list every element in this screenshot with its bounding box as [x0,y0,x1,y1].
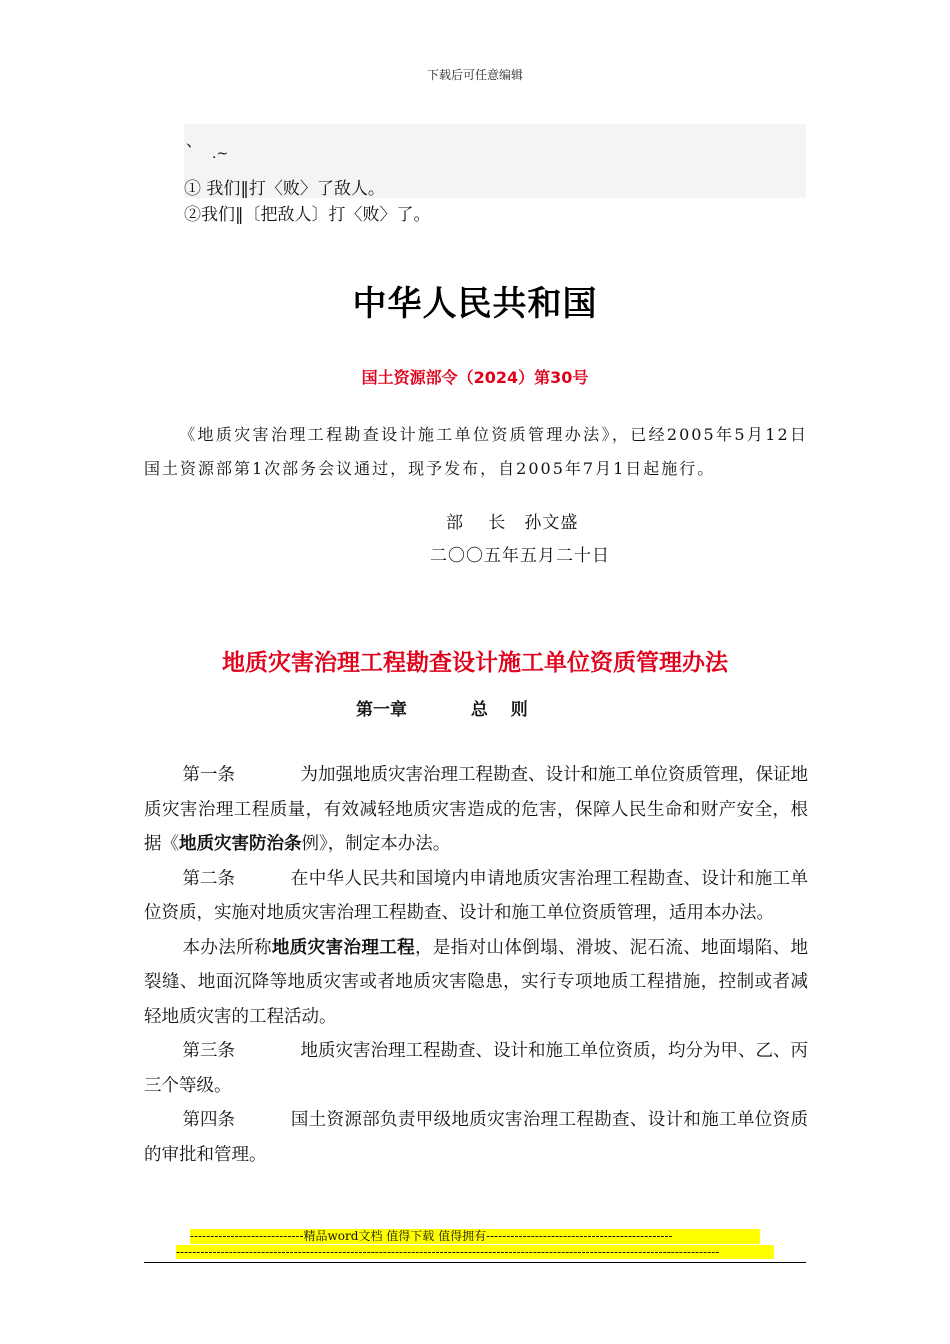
example-line-2: ②我们‖〔把敌人〕打〈败〉了。 [184,205,431,225]
footer-banner-dashes: -------------------------------------------------------------------------------------------------------------------------------------- [176,1245,774,1259]
example-mark: .~ [212,146,229,162]
article-label: 第一条 [182,765,235,785]
example-line-1: ① 我们‖打〈败〉了敌人。 [184,179,385,199]
article-label: 第四条 [182,1110,235,1130]
document-title: 地质灾害治理工程勘查设计施工单位资质管理办法 [222,649,728,676]
article-text: 国土资源部负责甲级地质灾害治理工程勘查、设计和施工单位资质的审批和管理。 [144,1110,808,1165]
example-mark: 、 [186,131,203,150]
article-3 [144,1034,808,1103]
page-title: 中华人民共和国 [352,284,598,324]
footer-banner: ----------------------------精品word文档 值得下载 值得拥有---------------------------------------------- [190,1229,760,1244]
intro-paragraph: 《地质灾害治理工程勘查设计施工单位资质管理办法》，已经2005年5月12日国土资源部第1次部务会议通过，现予发布，自2005年7月1日起施行。 [144,425,808,478]
decree-number: 国土资源部令（2024）第30号 [361,368,589,387]
article-label: 第三条 [182,1041,235,1061]
chapter-heading [356,695,528,720]
article-label: 第二条 [182,868,235,889]
article-bold-text: 地质灾害治理工程 [271,937,415,958]
article-4 [144,1103,808,1172]
article-text: ，是指对山体倒塌、滑坡、泥石流、地面塌陷、地裂缝、地面沉降等地质灾害或者地质灾害隐患，实行专项地质工程措施，控制或者减轻地质灾害的工程活动。 [144,937,809,1027]
decree-date: 二〇〇五年五月二十日 [430,546,610,566]
article-1 [144,758,808,862]
article-text: 在中华人民共和国境内申请地质灾害治理工程勘查、设计和施工单位资质，实施对地质灾害治理工程勘查、设计和施工单位资质管理，适用本办法。 [144,868,808,923]
article-2-definition [144,931,808,1035]
footer-rule [144,1262,806,1263]
article-text: 例》，制定本办法。 [301,834,451,854]
article-text: 地质灾害治理工程勘查、设计和施工单位资质，均分为甲、乙、丙三个等级。 [144,1041,808,1096]
minister-signature: 部 长 孙文盛 [446,513,579,533]
article-text: 本办法所称 [182,937,272,958]
article-bold-text: 地质灾害防治条 [179,834,302,854]
chapter-name: 总 则 [470,700,528,720]
header-note: 下载后可任意编辑 [426,68,523,82]
chapter-number: 第一章 [356,700,407,720]
articles [144,758,808,1172]
article-2 [144,862,808,931]
article-text: 为加强地质灾害治理工程勘查、设计和施工单位资质管理，保证地质灾害治理工程质量，有效减轻地质灾害造成的危害，保障人民生命和财产安全，根据《 [144,765,808,854]
